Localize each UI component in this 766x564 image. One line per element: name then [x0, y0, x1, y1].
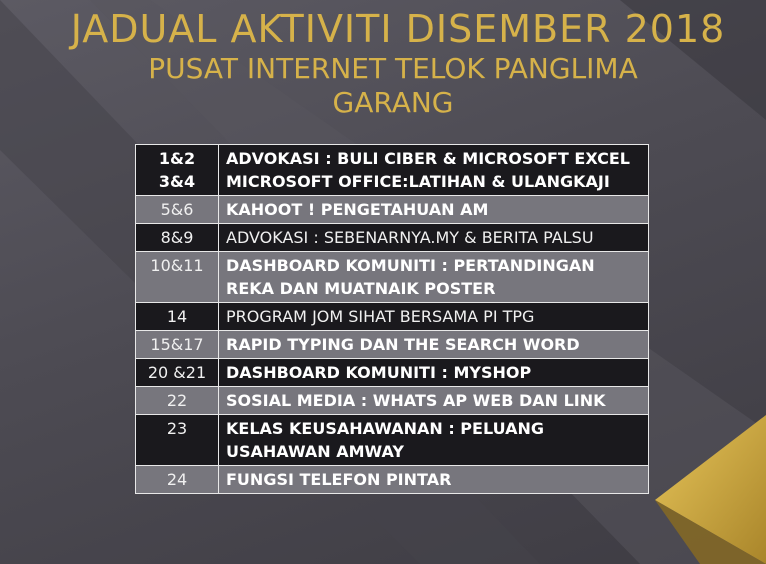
activity-cell: DASHBOARD KOMUNITI : PERTANDINGAN REKA DAN MUATNAIK POSTER: [219, 252, 649, 303]
activity-cell: SOSIAL MEDIA : WHATS AP WEB DAN LINK: [219, 387, 649, 415]
activity-cell: KAHOOT ! PENGETAHUAN AM: [219, 196, 649, 224]
date-cell: 5&6: [136, 196, 219, 224]
activity-cell: FUNGSI TELEFON PINTAR: [219, 466, 649, 494]
date-cell: 23: [136, 415, 219, 466]
date-cell: 15&17: [136, 331, 219, 359]
activity-cell: RAPID TYPING DAN THE SEARCH WORD: [219, 331, 649, 359]
activity-cell: ADVOKASI : BULI CIBER & MICROSOFT EXCEL MICROSOFT OFFICE:LATIHAN & ULANGKAJI: [219, 145, 649, 196]
table-row: [136, 359, 649, 387]
table-row: [136, 466, 649, 494]
table-row: [136, 224, 649, 252]
date-cell: 14: [136, 303, 219, 331]
date-cell: 10&11: [136, 252, 219, 303]
table-row: [136, 145, 649, 196]
title-subtitle: PUSAT INTERNET TELOK PANGLIMA: [148, 52, 638, 85]
activity-cell: PROGRAM JOM SIHAT BERSAMA PI TPG: [219, 303, 649, 331]
title-subtitle-cont: GARANG: [332, 86, 454, 119]
date-cell: 22: [136, 387, 219, 415]
date-cell: 1&2 3&4: [136, 145, 219, 196]
date-cell: 24: [136, 466, 219, 494]
schedule-table: [135, 144, 649, 494]
activity-cell: ADVOKASI : SEBENARNYA.MY & BERITA PALSU: [219, 224, 649, 252]
activity-cell: KELAS KEUSAHAWANAN : PELUANG USAHAWAN AMWAY: [219, 415, 649, 466]
table-row: [136, 415, 649, 466]
table-row: [136, 387, 649, 415]
table-row: [136, 331, 649, 359]
activity-cell: DASHBOARD KOMUNITI : MYSHOP: [219, 359, 649, 387]
date-cell: 20 &21: [136, 359, 219, 387]
date-cell: 8&9: [136, 224, 219, 252]
table-row: [136, 196, 649, 224]
table-row: [136, 252, 649, 303]
page-title: [0, 6, 766, 120]
title-main: JADUAL AKTIVITI DISEMBER 2018: [70, 7, 726, 51]
table-row: [136, 303, 649, 331]
